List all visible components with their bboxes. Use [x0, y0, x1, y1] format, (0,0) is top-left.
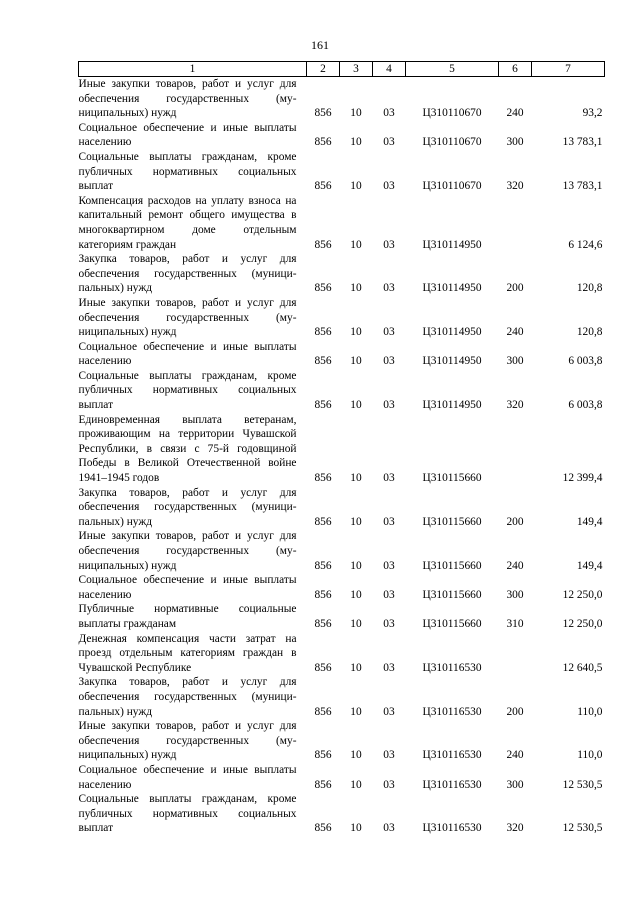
row-cell-2: 856	[314, 778, 332, 791]
row-cell-6: 320	[506, 822, 524, 835]
table-row	[79, 632, 605, 676]
row-cell-5: Ц310115660	[422, 617, 482, 630]
row-amount-cell: 149,4	[576, 515, 603, 528]
row-cell-2: 856	[314, 282, 332, 295]
row-name-cell: Социальные выплаты гражданам, кроме публичных нормативных социальных выплат	[78, 369, 297, 412]
row-amount-cell: 110,0	[577, 749, 603, 762]
header-cell-3: 3	[340, 62, 373, 77]
row-cell-5: Ц310114950	[422, 355, 482, 368]
row-cell-2: 856	[314, 399, 332, 412]
row-cell-6: 300	[506, 778, 524, 791]
row-cell-4: 03	[383, 705, 395, 718]
row-amount-cell: 12 399,4	[562, 472, 603, 485]
row-cell-3: 10	[350, 355, 362, 368]
table-row	[79, 340, 605, 369]
row-cell-6: 310	[506, 617, 524, 630]
row-cell-4: 03	[383, 749, 395, 762]
row-cell-5: Ц310114950	[422, 399, 482, 412]
row-name-cell: Закупка товаров, работ и услуг для обеспечения государственных (муниципальных) нужд	[78, 253, 297, 295]
row-cell-4: 03	[383, 515, 395, 528]
row-cell-3: 10	[350, 107, 362, 120]
row-cell-3: 10	[350, 705, 362, 718]
row-cell-3: 10	[350, 661, 362, 674]
row-cell-2: 856	[314, 355, 332, 368]
row-cell-4: 03	[383, 559, 395, 572]
table-row	[79, 150, 605, 194]
row-name-cell: Социальное обеспечение и иные выплаты населению	[78, 574, 297, 601]
page-number: 161	[311, 38, 329, 52]
table-row	[79, 573, 605, 602]
row-cell-6: 200	[506, 705, 524, 718]
row-cell-5: Ц310110670	[422, 136, 482, 149]
row-amount-cell: 149,4	[576, 559, 603, 572]
row-cell-5: Ц310110670	[422, 107, 482, 120]
table-row	[79, 486, 605, 530]
row-cell-5: Ц310115660	[422, 515, 482, 528]
row-cell-3: 10	[350, 282, 362, 295]
row-cell-6	[499, 632, 532, 676]
row-cell-5: Ц310116530	[422, 705, 482, 718]
row-name-cell: Закупка товаров, работ и услуг для обеспечения государственных (муниципальных) нужд	[78, 676, 297, 718]
row-cell-3: 10	[350, 180, 362, 193]
row-cell-4: 03	[383, 326, 395, 339]
header-cell-5: 5	[406, 62, 499, 77]
row-cell-6	[499, 413, 532, 486]
row-cell-2: 856	[314, 617, 332, 630]
budget-table	[78, 61, 605, 836]
row-name-cell: Иные закупки товаров, работ и услуг для обеспечения государственных (муниципальных) нужд	[78, 720, 297, 762]
row-name-cell: Иные закупки товаров, работ и услуг для обеспечения государственных (муниципальных) нужд	[78, 530, 297, 572]
row-cell-2: 856	[314, 588, 332, 601]
row-cell-6	[499, 194, 532, 252]
row-cell-2: 856	[314, 136, 332, 149]
row-cell-3: 10	[350, 238, 362, 251]
row-cell-2: 856	[314, 107, 332, 120]
row-cell-4: 03	[383, 238, 395, 251]
row-amount-cell: 12 530,5	[562, 778, 603, 791]
row-cell-4: 03	[383, 472, 395, 485]
row-cell-5: Ц310115660	[422, 472, 482, 485]
row-cell-6: 300	[506, 588, 524, 601]
row-cell-4: 03	[383, 617, 395, 630]
row-cell-4: 03	[383, 107, 395, 120]
row-name-cell: Социальное обеспечение и иные выплаты населению	[78, 121, 297, 149]
row-name-cell: Социальное обеспечение и иные выплаты населению	[78, 340, 297, 368]
table-row	[79, 77, 605, 121]
row-amount-cell: 12 250,0	[562, 617, 603, 630]
row-cell-3: 10	[350, 559, 362, 572]
row-cell-4: 03	[383, 180, 395, 193]
row-cell-6: 320	[506, 399, 524, 412]
row-cell-5: Ц310110670	[422, 180, 482, 193]
row-cell-4: 03	[383, 355, 395, 368]
row-name-cell: Социальные выплаты гражданам, кроме публичных нормативных социальных выплат	[78, 793, 297, 835]
row-amount-cell: 120,8	[576, 326, 603, 339]
table-row	[79, 792, 605, 836]
row-name-cell: Единовременная выплата ветеранам, проживающим на территории Чувашской Республики, в связи с 75-й годовщиной Победы в Великой Отечественной войне 1941–1945 годов	[78, 413, 297, 485]
row-cell-6: 200	[506, 515, 524, 528]
row-cell-3: 10	[350, 472, 362, 485]
row-cell-2: 856	[314, 559, 332, 572]
row-cell-6: 320	[506, 180, 524, 193]
row-cell-5: Ц310116530	[422, 822, 482, 835]
row-cell-3: 10	[350, 778, 362, 791]
row-cell-3: 10	[350, 749, 362, 762]
row-cell-2: 856	[314, 472, 332, 485]
table-row	[79, 675, 605, 719]
row-amount-cell: 93,2	[582, 107, 603, 120]
row-amount-cell: 12 530,5	[562, 822, 603, 835]
table-row	[79, 763, 605, 792]
row-cell-4: 03	[383, 822, 395, 835]
row-cell-2: 856	[314, 180, 332, 193]
row-cell-4: 03	[383, 778, 395, 791]
table-row	[79, 121, 605, 150]
table-row	[79, 296, 605, 340]
row-amount-cell: 12 640,5	[562, 661, 603, 674]
row-cell-6: 240	[506, 107, 524, 120]
row-amount-cell: 110,0	[577, 705, 603, 718]
row-cell-3: 10	[350, 515, 362, 528]
row-amount-cell: 6 003,8	[568, 399, 603, 412]
row-name-cell: Публичные нормативные социальные выплаты гражданам	[78, 603, 297, 630]
row-cell-6: 240	[506, 749, 524, 762]
row-amount-cell: 6 124,6	[568, 238, 603, 251]
row-cell-5: Ц310116530	[422, 661, 482, 674]
header-cell-6: 6	[499, 62, 532, 77]
row-name-cell: Иные закупки товаров, работ и услуг для обеспечения государственных (муниципальных) нужд	[78, 296, 297, 339]
header-cell-4: 4	[373, 62, 406, 77]
row-name-cell: Социальные выплаты гражданам, кроме публичных нормативных социальных выплат	[78, 150, 297, 193]
table-row	[79, 719, 605, 763]
row-cell-5: Ц310115660	[422, 588, 482, 601]
row-cell-6: 300	[506, 355, 524, 368]
row-cell-3: 10	[350, 588, 362, 601]
row-cell-5: Ц310116530	[422, 778, 482, 791]
row-cell-4: 03	[383, 399, 395, 412]
header-cell-7: 7	[532, 62, 605, 77]
row-amount-cell: 13 783,1	[562, 136, 603, 149]
row-cell-2: 856	[314, 326, 332, 339]
header-row	[79, 62, 605, 77]
row-cell-2: 856	[314, 661, 332, 674]
row-name-cell: Закупка товаров, работ и услуг для обеспечения государственных (муниципальных) нужд	[78, 486, 297, 528]
row-cell-5: Ц310114950	[422, 326, 482, 339]
row-cell-5: Ц310115660	[422, 559, 482, 572]
row-cell-4: 03	[383, 661, 395, 674]
row-name-cell: Социальное обеспечение и иные выплаты населению	[78, 763, 297, 791]
table-row	[79, 413, 605, 486]
row-name-cell: Денежная компенсация части затрат на проезд отдельным категориям граждан в Чувашской Республике	[78, 632, 297, 674]
row-cell-6: 240	[506, 559, 524, 572]
row-cell-3: 10	[350, 326, 362, 339]
row-cell-6: 240	[506, 326, 524, 339]
row-name-cell: Иные закупки товаров, работ и услуг для обеспечения государственных (муниципальных) нужд	[78, 78, 297, 120]
row-amount-cell: 120,8	[576, 282, 603, 295]
row-cell-6: 300	[506, 136, 524, 149]
row-amount-cell: 6 003,8	[568, 355, 603, 368]
row-cell-2: 856	[314, 515, 332, 528]
row-amount-cell: 13 783,1	[562, 180, 603, 193]
header-cell-2: 2	[307, 62, 340, 77]
row-cell-4: 03	[383, 588, 395, 601]
row-cell-2: 856	[314, 705, 332, 718]
table-row	[79, 529, 605, 573]
table-row	[79, 602, 605, 631]
row-cell-6: 200	[506, 282, 524, 295]
row-cell-3: 10	[350, 822, 362, 835]
row-cell-3: 10	[350, 136, 362, 149]
row-cell-4: 03	[383, 136, 395, 149]
row-cell-3: 10	[350, 617, 362, 630]
row-amount-cell: 12 250,0	[562, 588, 603, 601]
row-cell-2: 856	[314, 749, 332, 762]
row-cell-2: 856	[314, 822, 332, 835]
row-cell-5: Ц310114950	[422, 282, 482, 295]
row-cell-5: Ц310116530	[422, 749, 482, 762]
row-cell-3: 10	[350, 399, 362, 412]
row-cell-4: 03	[383, 282, 395, 295]
table-row	[79, 194, 605, 252]
row-name-cell: Компенсация расходов на уплату взноса на капитальный ремонт общего имущества в многоквартирном доме отдельным категориям граждан	[78, 194, 297, 251]
header-cell-1: 1	[79, 62, 307, 77]
row-cell-5: Ц310114950	[422, 238, 482, 251]
table-row	[79, 369, 605, 413]
table-row	[79, 252, 605, 296]
row-cell-2: 856	[314, 238, 332, 251]
